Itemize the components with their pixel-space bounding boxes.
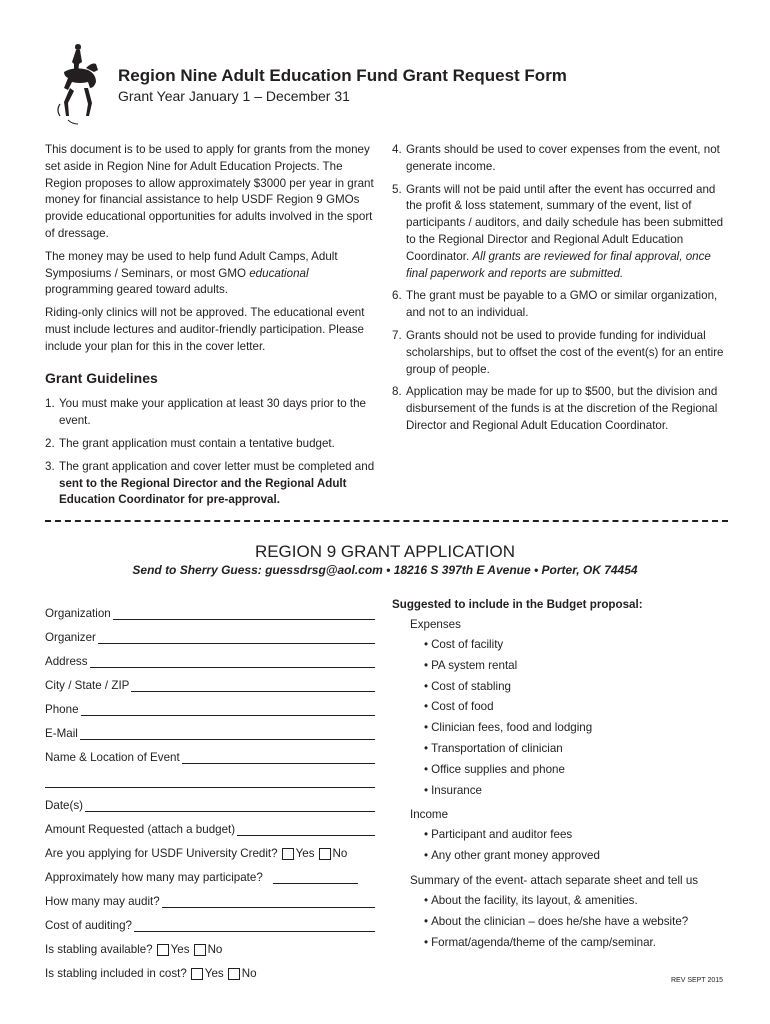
intro-p2-text-b: programming geared toward adults.	[45, 283, 229, 297]
usdf-credit-field	[45, 836, 375, 860]
no-label: No	[332, 847, 348, 860]
list-item: • Cost of stabling	[424, 677, 732, 698]
guideline-item-3	[45, 459, 380, 509]
audit-input-line[interactable]	[162, 894, 375, 908]
list-item: • Office supplies and phone	[424, 760, 732, 781]
intro-p2-italic: educational	[249, 266, 309, 280]
list-item: • Participant and auditor fees	[424, 825, 732, 846]
guideline-text: Grants should be used to cover expenses from the event, not generate income.	[406, 143, 720, 173]
address-input-line[interactable]	[90, 654, 375, 668]
guidelines-list-right	[392, 142, 732, 435]
stabling-included-field	[45, 956, 375, 980]
field-label: Organizer	[45, 631, 96, 644]
event-field-continued	[45, 764, 375, 788]
guideline-number: 4.	[392, 143, 402, 156]
guideline-item-4	[392, 142, 732, 176]
cost-auditing-input-line[interactable]	[134, 918, 375, 932]
stabling-available-yes-checkbox[interactable]	[157, 944, 169, 956]
city-state-zip-input-line[interactable]	[131, 678, 375, 692]
guidelines-column-right	[392, 142, 732, 441]
list-item: • Clinician fees, food and lodging	[424, 718, 732, 739]
expenses-list	[410, 635, 732, 801]
expenses-label: Expenses	[410, 618, 461, 631]
yes-label: Yes	[170, 943, 190, 956]
list-item: • Transportation of clinician	[424, 739, 732, 760]
stabling-included-no-checkbox[interactable]	[228, 968, 240, 980]
field-label: Phone	[45, 703, 79, 716]
cut-line-divider	[45, 520, 728, 522]
intro-paragraph-2	[45, 249, 380, 299]
stabling-available-field	[45, 932, 375, 956]
list-item: • PA system rental	[424, 656, 732, 677]
usdf-credit-yes-checkbox[interactable]	[282, 848, 294, 860]
phone-field	[45, 692, 375, 716]
field-label: Organization	[45, 607, 111, 620]
participants-input-line[interactable]	[273, 870, 358, 884]
participants-field	[45, 860, 375, 884]
income-label: Income	[410, 808, 449, 822]
guideline-text: You must make your application at least 30 days prior to the event.	[59, 397, 366, 428]
yes-label: Yes	[295, 847, 315, 860]
intro-p2-text-a: The money may be used to help fund Adult Camps, Adult Symposiums / Seminars, or most GMO	[45, 249, 338, 280]
guidelines-heading: Grant Guidelines	[45, 369, 158, 386]
list-item: • Cost of facility	[424, 635, 732, 656]
intro-column	[45, 142, 380, 515]
field-label: How many may audit?	[45, 895, 160, 908]
list-item: • About the clinician – does he/she have a website?	[424, 912, 732, 933]
summary-list	[410, 891, 732, 953]
guideline-number: 5.	[392, 182, 402, 196]
summary-group	[410, 871, 732, 953]
field-label: E-Mail	[45, 727, 78, 740]
amount-field	[45, 812, 375, 836]
list-item: • Insurance	[424, 781, 732, 802]
organizer-field	[45, 620, 375, 644]
application-fields	[45, 596, 375, 980]
income-list	[410, 825, 732, 867]
event-input-line[interactable]	[182, 750, 375, 764]
guideline-text-italic: All grants are reviewed for final approval, once final paperwork and reports are submitted.	[406, 249, 711, 280]
guideline-number: 3.	[45, 459, 55, 473]
organizer-input-line[interactable]	[98, 630, 375, 644]
expenses-group	[410, 615, 732, 801]
guideline-item-8	[392, 384, 732, 434]
dates-field	[45, 788, 375, 812]
organization-field	[45, 596, 375, 620]
guideline-item-1	[45, 396, 380, 430]
guideline-text-bold: sent to the Regional Director and the Regional Adult Education Coordinator for pre-approval.	[59, 476, 347, 507]
field-label: Address	[45, 655, 88, 668]
field-label: Date(s)	[45, 799, 84, 812]
guideline-text: The grant must be payable to a GMO or similar organization, and not to an individual.	[406, 289, 718, 320]
field-label: Is stabling available?	[45, 943, 153, 956]
field-label: Name & Location of Event	[45, 751, 180, 764]
list-item: • About the facility, its layout, & amenities.	[424, 891, 732, 912]
field-label: Approximately how many may participate?	[45, 871, 263, 884]
guideline-number: 8.	[392, 385, 402, 399]
amount-input-line[interactable]	[237, 822, 375, 836]
guideline-text: The grant application and cover letter must be completed and	[59, 459, 375, 473]
yes-label: Yes	[204, 967, 224, 980]
guideline-text: Grants will not be paid until after the event has occurred and the profit & loss statement, summary of the event, list of participants / auditors, and daily schedule has been submitted to the Regional Director and Regional Adult Education Coordinator.	[406, 182, 724, 263]
budget-heading: Suggested to include in the Budget proposal:	[392, 598, 643, 611]
event-field	[45, 740, 375, 764]
no-label: No	[207, 943, 223, 956]
intro-paragraph-3: Riding-only clinics will not be approved. The educational event must include lectures and auditor-friendly participation. Please include your plan for this in the cover letter.	[45, 306, 365, 353]
guideline-number: 1.	[45, 397, 55, 411]
no-label: No	[241, 967, 257, 980]
budget-suggestions	[392, 598, 732, 957]
application-title: REGION 9 GRANT APPLICATION	[254, 542, 516, 561]
guideline-number: 2.	[45, 436, 55, 450]
event-input-line-2[interactable]	[45, 774, 375, 788]
guideline-number: 7.	[392, 328, 402, 342]
income-group	[410, 805, 732, 867]
guideline-item-5	[392, 182, 732, 283]
form-title: Region Nine Adult Education Fund Grant Request Form	[118, 66, 567, 85]
guideline-text: Application may be made for up to $500, but the division and disbursement of the funds is at the discretion of the Regional Director and Regional Adult Education Coordinator.	[406, 385, 718, 432]
guideline-text: Grants should not be used to provide funding for individual scholarships, but to offset the cost of the event(s) for an entire group of people.	[406, 328, 724, 376]
list-item: • Cost of food	[424, 697, 732, 718]
field-label: City / State / ZIP	[45, 679, 130, 692]
guideline-item-2	[45, 436, 380, 453]
field-label: Are you applying for USDF University Credit?	[45, 847, 278, 860]
dressage-horse-rider-logo-icon	[56, 42, 100, 128]
email-input-line[interactable]	[80, 726, 375, 740]
field-label: Cost of auditing?	[45, 919, 133, 932]
stabling-available-no-checkbox[interactable]	[194, 944, 206, 956]
guideline-text: The grant application must contain a tentative budget.	[59, 436, 335, 450]
dates-input-line[interactable]	[85, 798, 375, 812]
usdf-credit-no-checkbox[interactable]	[319, 848, 331, 860]
address-field	[45, 644, 375, 668]
city-state-zip-field	[45, 668, 375, 692]
intro-paragraph-1: This document is to be used to apply for grants from the money set aside in Region Nine for Adult Education Projects. The Region proposes to allow approximately $3000 per year in grant money for financial assistance to help USDF Region 9 GMOs provide educational opportunities for adults involved in the sport of dressage.	[45, 143, 374, 240]
cost-auditing-field	[45, 908, 375, 932]
organization-input-line[interactable]	[113, 606, 375, 620]
summary-label: Summary of the event- attach separate sheet and tell us	[410, 873, 699, 887]
form-subtitle: Grant Year January 1 – December 31	[118, 88, 350, 104]
guideline-item-7	[392, 328, 732, 378]
field-label: Is stabling included in cost?	[45, 967, 187, 980]
revision-note: REV SEPT 2015	[671, 977, 724, 984]
guidelines-list-left	[45, 396, 380, 509]
list-item: • Any other grant money approved	[424, 846, 732, 867]
list-item: • Format/agenda/theme of the camp/seminar.	[424, 933, 732, 954]
guideline-item-6	[392, 288, 732, 322]
field-label: Amount Requested (attach a budget)	[45, 823, 236, 836]
stabling-included-yes-checkbox[interactable]	[191, 968, 203, 980]
phone-input-line[interactable]	[81, 702, 375, 716]
audit-field	[45, 884, 375, 908]
email-field	[45, 716, 375, 740]
send-to-address: Send to Sherry Guess: guessdrsg@aol.com • 18216 S 397th E Avenue • Porter, OK 74454	[132, 563, 638, 577]
guideline-number: 6.	[392, 289, 402, 303]
